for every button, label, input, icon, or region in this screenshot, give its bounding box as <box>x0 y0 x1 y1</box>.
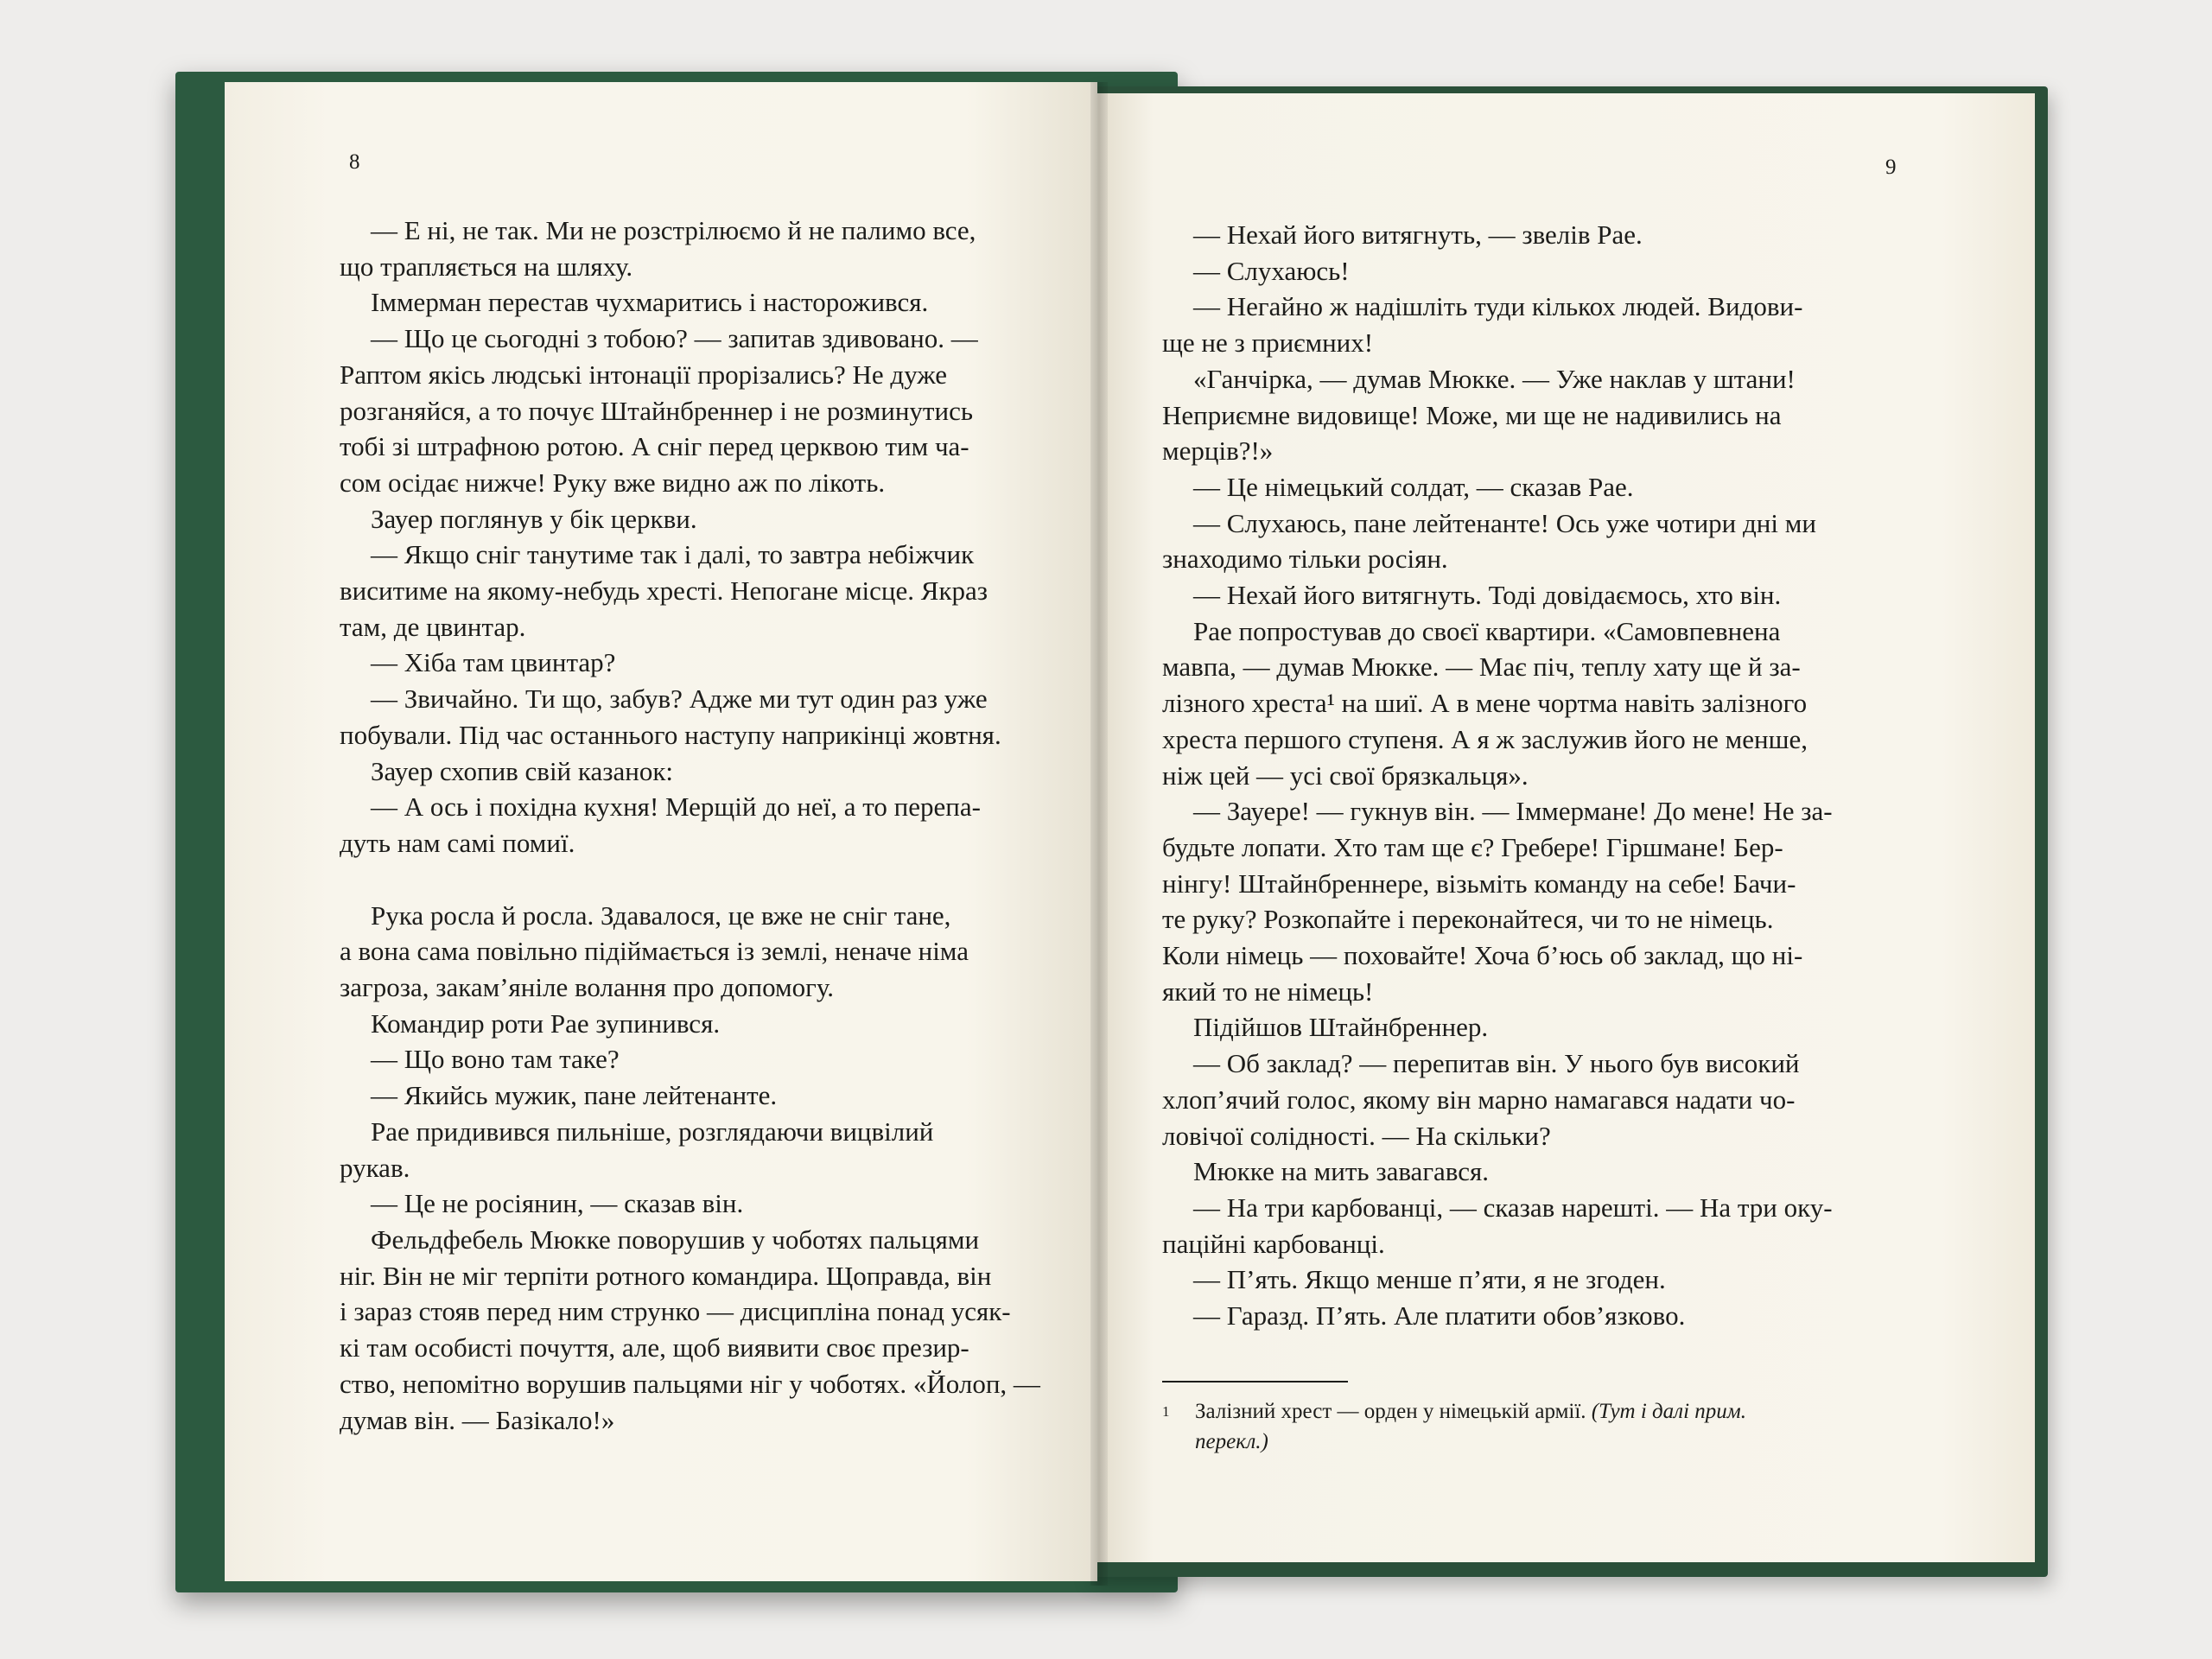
paragraph: — Слухаюсь! <box>1193 255 1350 286</box>
paragraph: Рае придивився пильніше, розглядаючи вицвілий рукав. <box>340 1116 934 1183</box>
footnote-text <box>1195 1396 1910 1457</box>
book-gutter <box>1090 82 1108 1586</box>
paragraph: — Нехай його витягнуть, — звелів Рае. <box>1193 219 1643 250</box>
paragraph: — Гаразд. П’ять. Але платити обов’язково. <box>1193 1300 1686 1332</box>
left-page <box>225 82 1097 1581</box>
paragraph: Іммерман перестав чухмаритись і насторожився. <box>371 287 929 318</box>
paragraph: Зауер поглянув у бік церкви. <box>371 503 697 534</box>
paragraph: Зауер схопив свій казанок: <box>371 755 674 786</box>
paragraph: — Е ні, не так. Ми не розстрілюємо й не палимо все, що трапляється на шляху. <box>340 215 976 282</box>
paragraph: — Об заклад? — перепитав він. У нього був високий хлоп’ячий голос, якому він марно намагався надати чо- ловічої солідності. — На скільки? <box>1162 1048 1800 1151</box>
paragraph: — Якщо сніг танутиме так і далі, то завтра небіжчик виситиме на якому-небудь хресті. Непогане місце. Якраз там, де цвинтар. <box>340 539 988 642</box>
paragraph: — Що це сьогодні з тобою? — запитав здивовано. — Раптом якісь людські інтонації прорізались? Не дуже розганяйся, а то почує Штайнбреннер і не розминутись тобі зі штрафною ротою. А сніг перед церквою тим ча- сом осідає нижче! Руку вже видно аж по лікоть. <box>340 323 978 498</box>
page-text <box>340 213 1050 1438</box>
paragraph: «Ганчірка, — думав Мюкке. — Уже наклав у штани! Неприємне видовище! Може, ми ще не надивились на мерців?!» <box>1162 363 1796 467</box>
page-number: 9 <box>1885 156 1897 179</box>
section-break <box>340 861 1050 898</box>
footnote-body: Залізний хрест — орден у німецькій армії. <box>1195 1400 1592 1423</box>
page-number: 8 <box>349 150 360 174</box>
paragraph: — На три карбованці, — сказав нарешті. — На три оку- паційні карбованці. <box>1162 1192 1833 1259</box>
paragraph: Підійшов Штайнбреннер. <box>1193 1012 1489 1043</box>
footnote-rule <box>1162 1381 1348 1382</box>
paragraph: — Якийсь мужик, пане лейтенанте. <box>371 1080 778 1111</box>
paragraph: Фельдфебель Мюкке поворушив у чоботях пальцями ніг. Він не міг терпіти ротного командира. Щоправда, він і зараз стояв перед ним струнко — дисципліна понад усяк- кі там особисті почуття, але, щоб виявити своє презир- ство, непомітно ворушив пальцями ніг у чоботях. «Йолоп, — думав він. — Базікало!» <box>340 1224 1040 1435</box>
paragraph: — П’ять. Якщо менше п’яти, я не згоден. <box>1193 1264 1666 1295</box>
paragraph: Командир роти Рае зупинився. <box>371 1007 721 1039</box>
footnote-mark: 1 <box>1162 1403 1170 1420</box>
paragraph: Рука росла й росла. Здавалося, це вже не сніг тане, а вона сама повільно підіймається із землі, неначе німа загроза, закам’яніле волання про допомогу. <box>340 899 969 1003</box>
paragraph: — Нехай його витягнуть. Тоді довідаємось, хто він. <box>1193 580 1782 611</box>
paragraph: — Негайно ж надішліть туди кількох людей. Видови- ще не з приємних! <box>1162 291 1803 359</box>
paragraph: Рае попростував до своєї квартири. «Самовпевнена мавпа, — думав Мюкке. — Має піч, теплу хату ще й за- лізного хреста¹ на шиї. А в мене чортма навіть залізного хреста першого ступеня. А я ж заслужив його не менше, ніж цей — усі свої брязкальця». <box>1162 615 1808 791</box>
footnote-note: (Тут і далі прим. перекл.) <box>1195 1400 1746 1453</box>
page-text <box>1162 217 1910 1334</box>
right-page <box>1097 93 2035 1562</box>
paragraph: — А ось і похідна кухня! Мерщій до неї, а то перепа- дуть нам самі помиї. <box>340 791 981 858</box>
paragraph: Мюкке на мить завагався. <box>1193 1156 1490 1187</box>
paragraph: — Звичайно. Ти що, забув? Адже ми тут один раз уже побували. Під час останнього наступу наприкінці жовтня. <box>340 683 1001 750</box>
paragraph: — Це не росіянин, — сказав він. <box>371 1188 744 1219</box>
paragraph: — Що воно там таке? <box>371 1044 620 1075</box>
paragraph: — Слухаюсь, пане лейтенанте! Ось уже чотири дні ми знаходимо тільки росіян. <box>1162 507 1816 575</box>
footnote <box>1162 1396 1910 1457</box>
paragraph: — Це німецький солдат, — сказав Рае. <box>1193 471 1634 502</box>
paragraph: — Зауере! — гукнув він. — Іммермане! До мене! Не за- будьте лопати. Хто там ще є? Гребере! Гіршмане! Бер- нінгу! Штайнбреннере, візьміть команду на себе! Бачи- те руку? Розкопайте і переконайтеся, чи то не німець. Коли німець — поховайте! Хоча б’юсь об заклад, що ні- який то не німець! <box>1162 796 1833 1007</box>
paragraph: — Хіба там цвинтар? <box>371 647 616 678</box>
